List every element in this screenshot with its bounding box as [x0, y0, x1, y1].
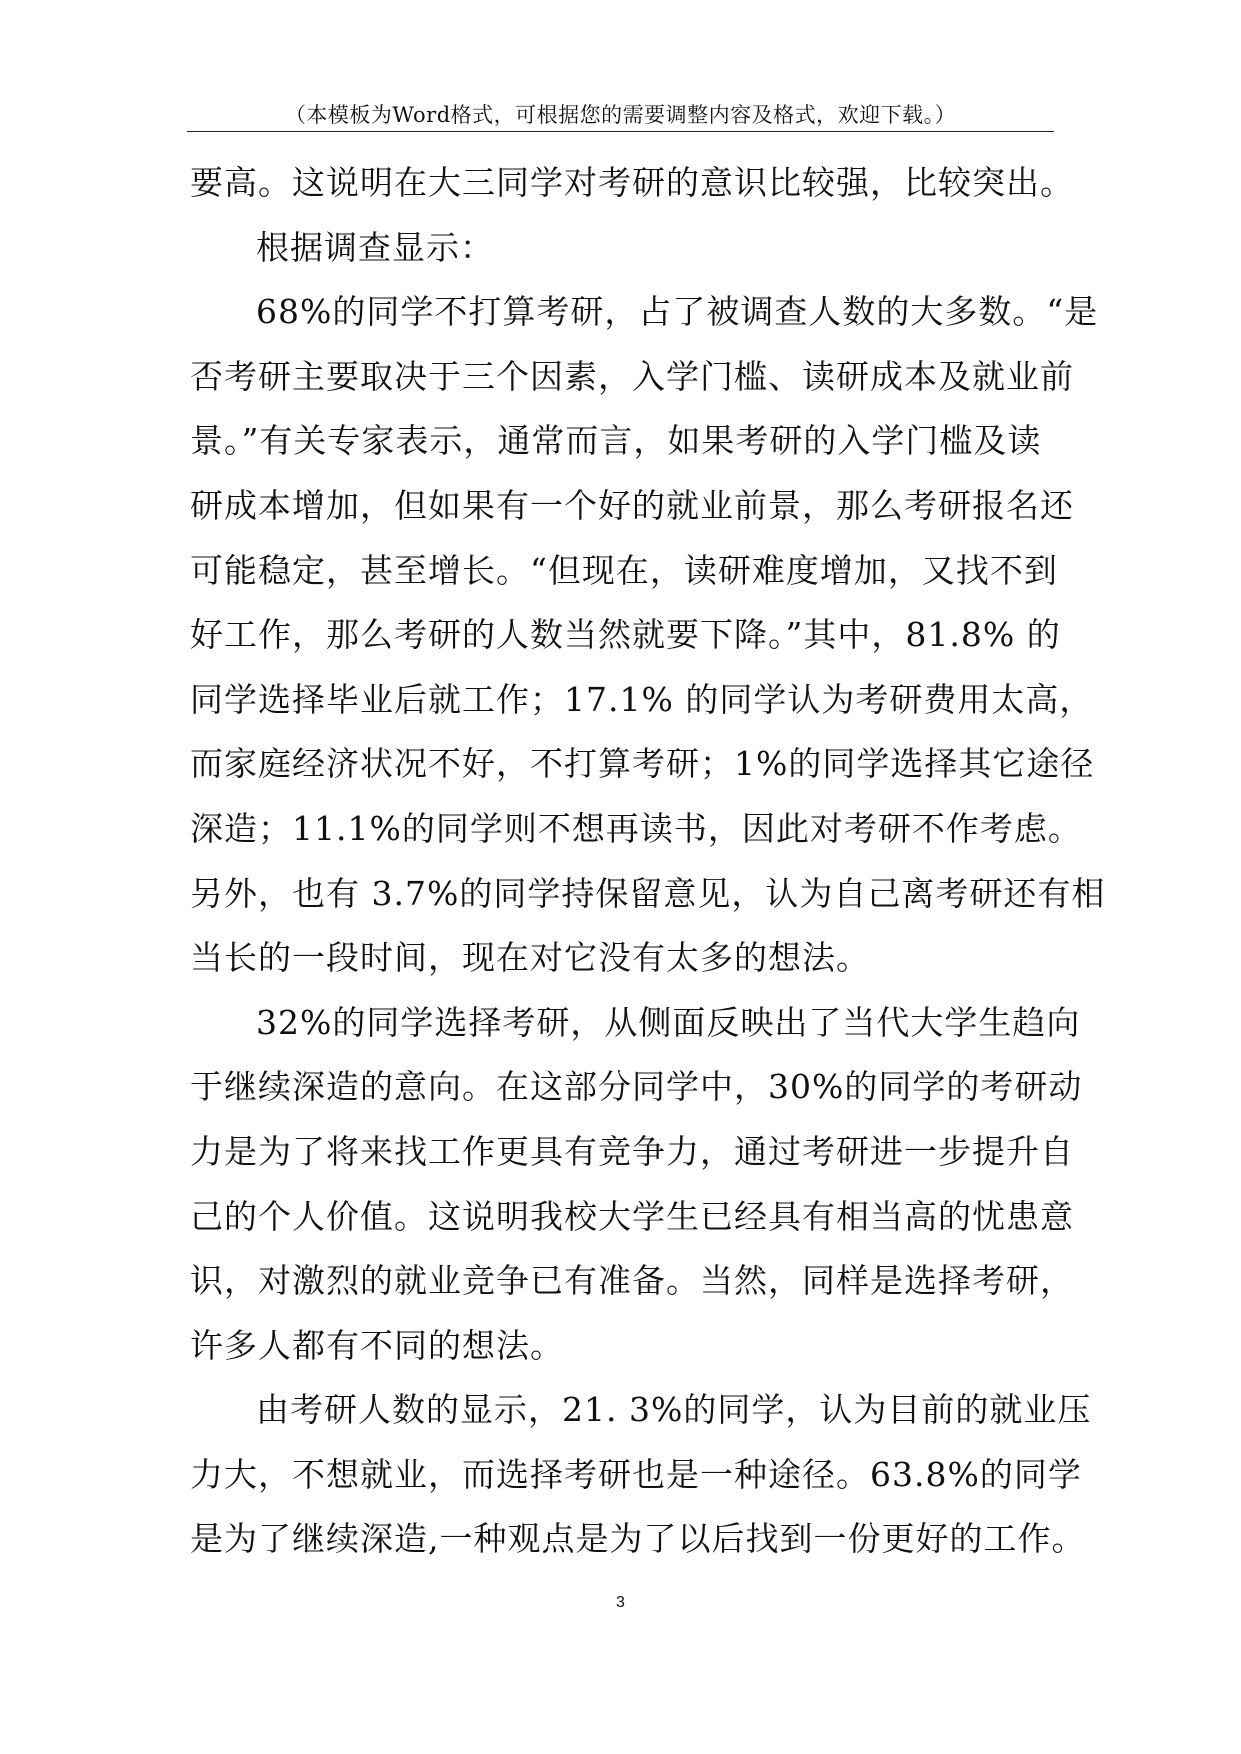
document-body: [190, 151, 1106, 1572]
body-text-line: 研成本增加，但如果有一个好的就业前景，那么考研报名还: [190, 485, 1074, 525]
body-text-line: 否考研主要取决于三个因素，入学门槛、读研成本及就业前: [190, 356, 1074, 396]
body-text-line: 识，对激烈的就业竞争已有准备。当然，同样是选择考研，: [190, 1261, 1074, 1301]
body-text-line: 而家庭经济状况不好，不打算考研；1%的同学选择其它途径: [190, 744, 1095, 784]
body-text-line: 于继续深造的意向。在这部分同学中，30%的同学的考研动: [190, 1067, 1083, 1107]
page-header-note: （本模板为Word格式，可根据您的需要调整内容及格式，欢迎下载。）: [284, 103, 957, 127]
body-text-line: 许多人都有不同的想法。: [190, 1325, 564, 1365]
body-text-line: 68%的同学不打算考研，占了被调查人数的大多数。“是: [256, 292, 1099, 332]
body-text-line: 好工作，那么考研的人数当然就要下降。”其中，81.8% 的: [190, 615, 1061, 655]
body-text-line: 同学选择毕业后就工作；17.1% 的同学认为考研费用太高，: [190, 679, 1094, 719]
body-text-line: 32%的同学选择考研，从侧面反映出了当代大学生趋向: [256, 1002, 1081, 1042]
body-text-line: 当长的一段时间，现在对它没有太多的想法。: [190, 938, 870, 978]
body-text-line: 己的个人价值。这说明我校大学生已经具有相当高的忧患意: [190, 1196, 1074, 1236]
body-text-line: 景。”有关专家表示，通常而言，如果考研的入学门槛及读: [190, 421, 1042, 461]
header-divider: [187, 131, 1054, 132]
body-text-line: 另外，也有 3.7%的同学持保留意见，认为自己离考研还有相: [190, 873, 1106, 913]
body-text-line: 由考研人数的显示，21. 3%的同学，认为目前的就业压: [256, 1390, 1092, 1430]
page-number: 3: [616, 1594, 625, 1611]
body-text-line: 根据调查显示：: [256, 227, 494, 267]
body-text-line: 深造；11.1%的同学则不想再读书，因此对考研不作考虑。: [190, 808, 1082, 848]
body-text-line: 可能稳定，甚至增长。“但现在，读研难度增加，又找不到: [190, 550, 1058, 590]
body-text-line: 是为了继续深造,一种观点是为了以后找到一份更好的工作。: [190, 1519, 1086, 1559]
body-text-line: 要高。这说明在大三同学对考研的意识比较强，比较突出。: [190, 163, 1074, 202]
body-text-line: 力是为了将来找工作更具有竞争力，通过考研进一步提升自: [190, 1131, 1074, 1171]
body-text-line: 力大，不想就业，而选择考研也是一种途径。63.8%的同学: [190, 1454, 1082, 1494]
